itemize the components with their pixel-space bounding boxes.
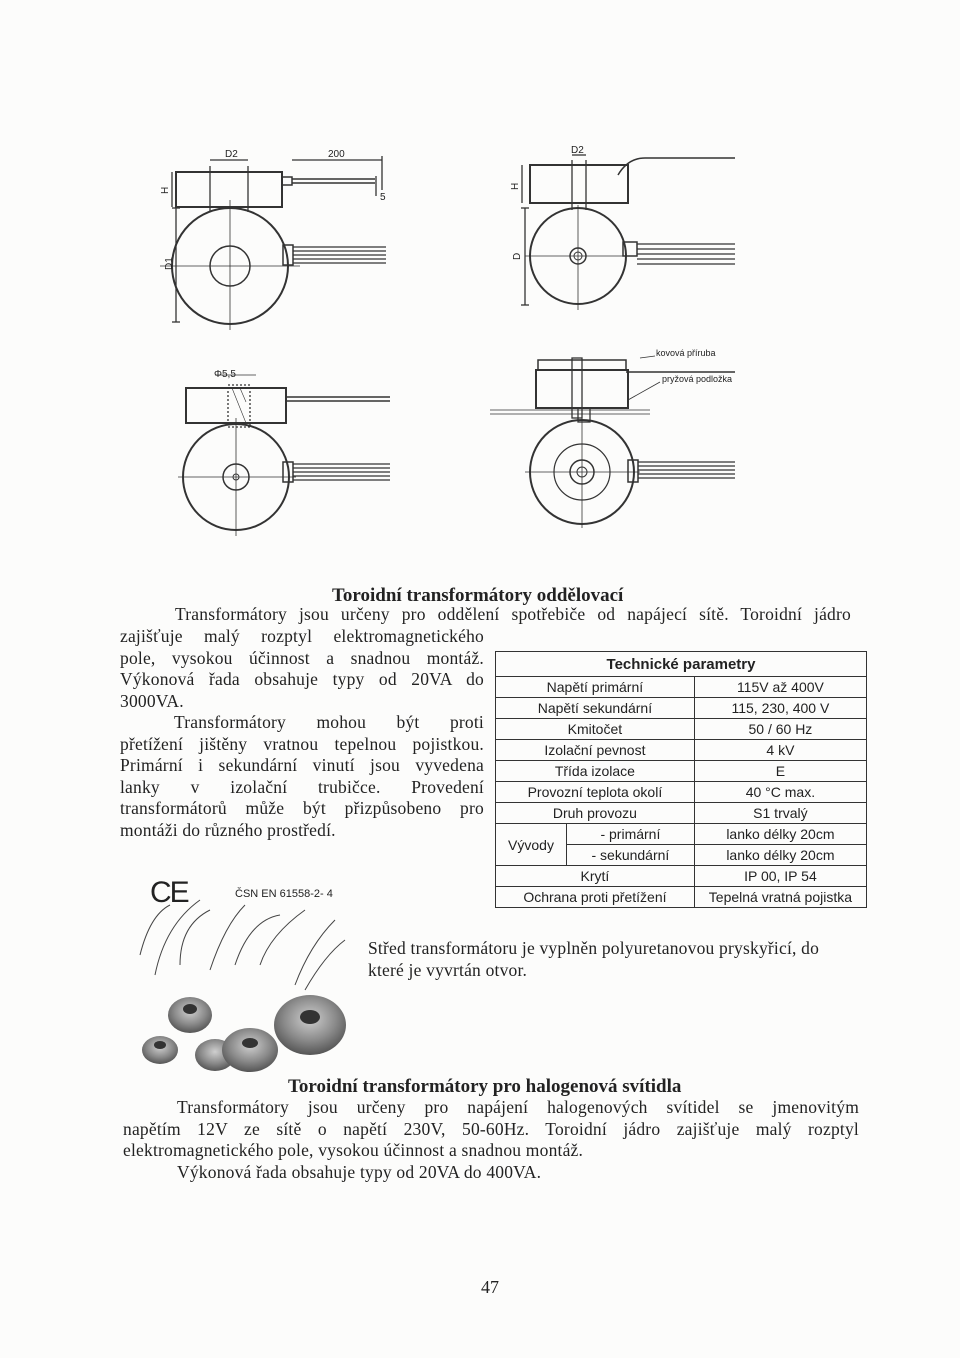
text-line: Primární i sekundární vinutí jsou vyvedena: [120, 755, 484, 775]
table-cell-label: Izolační pevnost: [496, 740, 695, 761]
text-line: napětím 12V ze sítě o napětí 230V, 50-60Hz. Toroidní jádro zajišťuje malý rozptyl: [123, 1118, 859, 1139]
table-cell-label: Třída izolace: [496, 761, 695, 782]
label-offset-5: 5: [380, 192, 386, 203]
label-flange: kovová příruba: [656, 348, 716, 358]
section2-title: Toroidní transformátory pro halogenová svítidla: [288, 1076, 682, 1097]
text-line: Výkonová řada obsahuje typy od 20VA do: [120, 669, 484, 689]
label-h-right: H: [510, 182, 521, 190]
drawing-top-right: [521, 155, 735, 310]
table-cell-value: E: [694, 761, 866, 782]
table-cell-value: Tepelná vratná pojistka: [694, 887, 866, 908]
drawing-mid-left: [178, 375, 390, 536]
label-d2-right: D2: [571, 145, 584, 156]
technical-parameters-table: [495, 651, 867, 908]
table-title: Technické parametry: [496, 652, 867, 677]
table-cell-label: Napětí primární: [496, 677, 695, 698]
label-rubber-pad: pryžová podložka: [662, 374, 733, 384]
text-line: transformátorů může být přizpůsobeno pro: [120, 798, 484, 818]
label-d2-left: D2: [225, 149, 238, 160]
text-line: montáži do různého prostředí.: [120, 819, 336, 840]
table-cell-value: 4 kV: [694, 740, 866, 761]
standard-label: ČSN EN 61558-2- 4: [235, 888, 333, 900]
table-row: [496, 824, 867, 845]
photo-caption: [368, 938, 853, 981]
table-cell-outputs: Vývody: [496, 824, 567, 866]
table-row: [496, 761, 867, 782]
text-line: Výkonová řada obsahuje typy od 20VA do 400VA.: [177, 1161, 542, 1182]
text-line: 3000VA.: [120, 690, 184, 711]
table-row: [496, 698, 867, 719]
text-line: pole, vysokou účinnost a snadnou montáž.: [120, 647, 484, 668]
toroidal-transformers-photo: [110, 895, 360, 1075]
label-length-200: 200: [328, 149, 345, 160]
section2-text: [123, 1097, 859, 1183]
table-row: [496, 782, 867, 803]
table-cell-value: 115V až 400V: [694, 677, 866, 698]
table-cell-label: Kmitočet: [496, 719, 695, 740]
text-line: zajišťuje malý rozptyl elektromagnetického: [120, 626, 484, 646]
table-cell-value: IP 00, IP 54: [694, 866, 866, 887]
table-cell-label: - sekundární: [567, 845, 695, 866]
ce-mark: CE: [150, 876, 188, 909]
text-line: elektromagnetického pole, vysokou účinnost a snadnou montáž.: [123, 1140, 584, 1160]
table-cell-label: Druh provozu: [496, 803, 695, 824]
label-h-left: H: [160, 186, 171, 194]
table-cell-label: Provozní teplota okolí: [496, 782, 695, 803]
table-row: [496, 803, 867, 824]
text-line: Transformátory jsou určeny pro napájení halogenových svítidel se jmenovitým: [177, 1097, 859, 1117]
table-cell-label: - primární: [567, 824, 695, 845]
table-cell-value: lanko délky 20cm: [694, 824, 866, 845]
table-cell-value: 115, 230, 400 V: [694, 698, 866, 719]
technical-drawings: [0, 0, 960, 560]
text-line: lanky v izolační trubičce. Provedení: [120, 776, 484, 797]
section1-title: Toroidní transformátory oddělovací: [332, 585, 624, 606]
table-row: [496, 866, 867, 887]
table-cell-value: S1 trvalý: [694, 803, 866, 824]
table-cell-label: Napětí sekundární: [496, 698, 695, 719]
label-hole-diameter: Φ5,5: [214, 369, 236, 380]
table-cell-label: Ochrana proti přetížení: [496, 887, 695, 908]
table-row: [496, 719, 867, 740]
section1-intro-line: Transformátory jsou určeny pro oddělení spotřebiče od napájecí sítě. Toroidní jádro: [175, 604, 851, 624]
text-line: Transformátory mohou být proti: [174, 712, 484, 732]
drawing-top-left: [160, 156, 386, 330]
table-cell-value: 40 °C max.: [694, 782, 866, 803]
page-number: 47: [481, 1277, 499, 1297]
table-row: [496, 677, 867, 698]
label-d1: D1: [164, 257, 175, 270]
label-d: D: [512, 252, 523, 260]
table-cell-value: lanko délky 20cm: [694, 845, 866, 866]
caption-text: Střed transformátoru je vyplněn polyuretanovou pryskyřicí, do které je vyvrtán otvor.: [368, 938, 820, 980]
table-row: [496, 740, 867, 761]
section1-text-column: [120, 626, 484, 841]
table-cell-value: 50 / 60 Hz: [694, 719, 866, 740]
table-cell-label: Krytí: [496, 866, 695, 887]
text-line: přetížení jištěny vratnou tepelnou pojistkou.: [120, 733, 484, 754]
table-row: [496, 887, 867, 908]
